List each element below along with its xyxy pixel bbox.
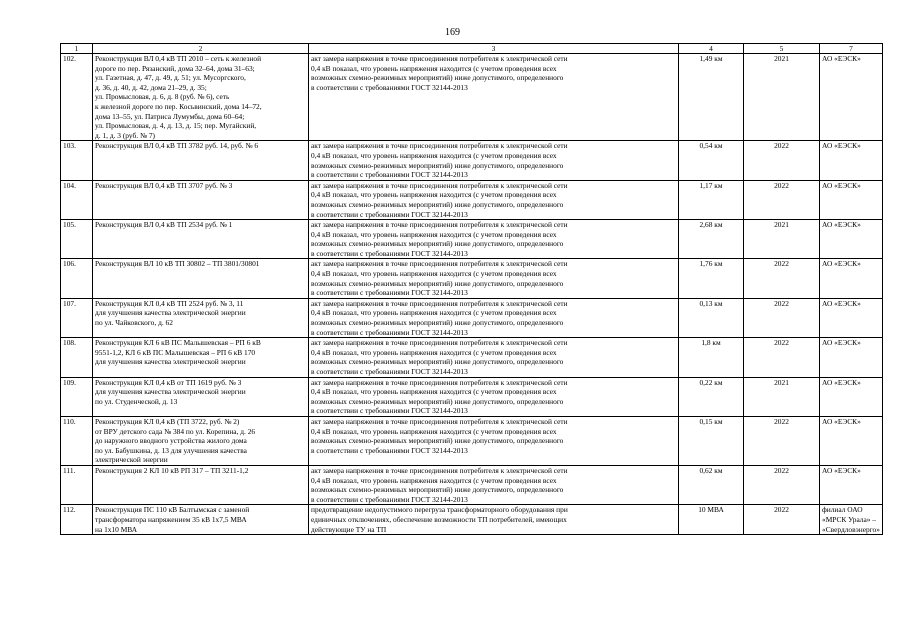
- table-row: [61, 416, 883, 465]
- row-number-cell: 104.: [61, 180, 93, 219]
- row-number-cell: 111.: [61, 465, 93, 504]
- project-name-cell: Реконструкция ПС 110 кВ Балтымская с заменой трансформатора напряжением 35 кВ 1х7,5 МВА на 1х10 МВА: [93, 505, 309, 535]
- column-header-5: 5: [744, 44, 820, 54]
- organization-cell: филиал ОАО «МРСК Урала» – «Свердловэнерго»: [820, 505, 883, 535]
- organization-cell: АО «ЕЭСК»: [820, 180, 883, 219]
- table-row: [61, 465, 883, 504]
- row-number-cell: 106.: [61, 259, 93, 298]
- year-cell: 2021: [744, 54, 820, 141]
- year-cell: 2022: [744, 338, 820, 377]
- column-header-4: 4: [679, 44, 744, 54]
- year-cell: 2022: [744, 465, 820, 504]
- capacity-cell: 1,17 км: [679, 180, 744, 219]
- justification-cell: акт замера напряжения в точке присоединения потребителя к электрической сети 0,4 кВ показал, что уровень напряжения находится (с учетом проведения всех возможных схемно-режимных мероприятий) ниже допустимого, определенного в соответствии с требованиями ГОСТ 32144-2013: [309, 465, 679, 504]
- organization-cell: АО «ЕЭСК»: [820, 338, 883, 377]
- justification-cell: акт замера напряжения в точке присоединения потребителя к электрической сети 0,4 кВ показал, что уровень напряжения находится (с учетом проведения всех возможных схемно-режимных мероприятий) ниже допустимого, определенного в соответствии с требованиями ГОСТ 32144-2013: [309, 54, 679, 141]
- row-number-cell: 110.: [61, 416, 93, 465]
- capacity-cell: 1,49 км: [679, 54, 744, 141]
- justification-cell: акт замера напряжения в точке присоединения потребителя к электрической сети 0,4 кВ показал, что уровень напряжения находится (с учетом проведения всех возможных схемно-режимных мероприятий) ниже допустимого, определенного в соответствии с требованиями ГОСТ 32144-2013: [309, 141, 679, 180]
- projects-table: [60, 43, 883, 535]
- project-name-cell: Реконструкция 2 КЛ 10 кВ РП 317 – ТП 3211-1,2: [93, 465, 309, 504]
- row-number-cell: 108.: [61, 338, 93, 377]
- row-number-cell: 112.: [61, 505, 93, 535]
- capacity-cell: 0,62 км: [679, 465, 744, 504]
- organization-cell: АО «ЕЭСК»: [820, 54, 883, 141]
- table-row: [61, 180, 883, 219]
- project-name-cell: Реконструкция ВЛ 0,4 кВ ТП 3707 руб. № 3: [93, 180, 309, 219]
- project-name-cell: Реконструкция КЛ 0,4 кВ ТП 2524 руб. № 3, 11 для улучшения качества электрической энергии по ул. Чайковского, д. 62: [93, 298, 309, 337]
- justification-cell: акт замера напряжения в точке присоединения потребителя к электрической сети 0,4 кВ показал, что уровень напряжения находится (с учетом проведения всех возможных схемно-режимных мероприятий) ниже допустимого, определенного в соответствии с требованиями ГОСТ 32144-2013: [309, 180, 679, 219]
- row-number-cell: 105.: [61, 220, 93, 259]
- page-number: 169: [445, 27, 460, 38]
- column-header-1: 1: [61, 44, 93, 54]
- table-header: [61, 44, 883, 54]
- table-row: [61, 54, 883, 141]
- row-number-cell: 103.: [61, 141, 93, 180]
- table-row: [61, 141, 883, 180]
- project-name-cell: Реконструкция ВЛ 0,4 кВ ТП 2534 руб. № 1: [93, 220, 309, 259]
- table-body: [61, 54, 883, 535]
- project-name-cell: Реконструкция КЛ 0,4 кВ от ТП 1619 руб. № 3 для улучшения качества электрической энергии по ул. Студенческой, д. 13: [93, 377, 309, 416]
- organization-cell: АО «ЕЭСК»: [820, 465, 883, 504]
- row-number-cell: 107.: [61, 298, 93, 337]
- capacity-cell: 0,13 км: [679, 298, 744, 337]
- capacity-cell: 0,54 км: [679, 141, 744, 180]
- capacity-cell: 1,8 км: [679, 338, 744, 377]
- organization-cell: АО «ЕЭСК»: [820, 220, 883, 259]
- year-cell: 2022: [744, 416, 820, 465]
- capacity-cell: 10 МВА: [679, 505, 744, 535]
- project-name-cell: Реконструкция КЛ 0,4 кВ (ТП 3722, руб. № 2) от ВРУ детского сада № 384 по ул. Корепина, д. 26 до наружного вводного устройства жилого дома по ул. Бабушкина, д. 13 для улучшения качества электрической энергии: [93, 416, 309, 465]
- year-cell: 2022: [744, 141, 820, 180]
- year-cell: 2021: [744, 377, 820, 416]
- header-row: [61, 44, 883, 54]
- justification-cell: предотвращение недопустимого перегруза трансформаторного оборудования при единичных отключениях, обеспечение возможности ТП потребителей, имеющих действующие ТУ на ТП: [309, 505, 679, 535]
- table-row: [61, 338, 883, 377]
- table-row: [61, 220, 883, 259]
- year-cell: 2021: [744, 220, 820, 259]
- project-name-cell: Реконструкция ВЛ 0,4 кВ ТП 3782 руб. 14, руб. № 6: [93, 141, 309, 180]
- organization-cell: АО «ЕЭСК»: [820, 259, 883, 298]
- table-row: [61, 505, 883, 535]
- justification-cell: акт замера напряжения в точке присоединения потребителя к электрической сети 0,4 кВ показал, что уровень напряжения находится (с учетом проведения всех возможных схемно-режимных мероприятий) ниже допустимого, определенного в соответствии с требованиями ГОСТ 32144-2013: [309, 338, 679, 377]
- column-header-2: 2: [93, 44, 309, 54]
- capacity-cell: 1,76 км: [679, 259, 744, 298]
- justification-cell: акт замера напряжения в точке присоединения потребителя к электрической сети 0,4 кВ показал, что уровень напряжения находится (с учетом проведения всех возможных схемно-режимных мероприятий) ниже допустимого, определенного в соответствии с требованиями ГОСТ 32144-2013: [309, 259, 679, 298]
- justification-cell: акт замера напряжения в точке присоединения потребителя к электрической сети 0,4 кВ показал, что уровень напряжения находится (с учетом проведения всех возможных схемно-режимных мероприятий) ниже допустимого, определенного в соответствии с требованиями ГОСТ 32144-2013: [309, 220, 679, 259]
- year-cell: 2022: [744, 259, 820, 298]
- capacity-cell: 0,22 км: [679, 377, 744, 416]
- column-header-3: 3: [309, 44, 679, 54]
- organization-cell: АО «ЕЭСК»: [820, 377, 883, 416]
- table-row: [61, 377, 883, 416]
- organization-cell: АО «ЕЭСК»: [820, 298, 883, 337]
- project-name-cell: Реконструкция КЛ 6 кВ ПС Малышевская – РП 6 кВ 9551-1,2, КЛ 6 кВ ПС Малышевская – РП 6 кВ 170 для улучшения качества электрической энергии: [93, 338, 309, 377]
- project-name-cell: Реконструкция ВЛ 0,4 кВ ТП 2010 – сеть к железной дороге по пер. Рязанский, дома 32–64, дома 31–63; ул. Газетная, д. 47, д. 49, д. 51; ул. Мусоргского, д. 36, д. 40, д. 42, дома 21–29, д. 35; ул. Промысловая, д. 6, д. 8 (руб. № 6), сеть к железной дороге по пер. Косьвинский, дома 14–72, дома 13–55, ул. Патриса Лумумбы, дома 60–64; ул. Промысловая, д. 4, д. 13, д. 15; пер. Мугайский, д. 1, д. 3 (руб. № 7): [93, 54, 309, 141]
- year-cell: 2022: [744, 180, 820, 219]
- justification-cell: акт замера напряжения в точке присоединения потребителя к электрической сети 0,4 кВ показал, что уровень напряжения находится (с учетом проведения всех возможных схемно-режимных мероприятий) ниже допустимого, определенного в соответствии с требованиями ГОСТ 32144-2013: [309, 377, 679, 416]
- project-name-cell: Реконструкция ВЛ 10 кВ ТП 30802 – ТП 3801/30801: [93, 259, 309, 298]
- column-header-7: 7: [820, 44, 883, 54]
- year-cell: 2022: [744, 298, 820, 337]
- capacity-cell: 2,68 км: [679, 220, 744, 259]
- table-row: [61, 259, 883, 298]
- year-cell: 2022: [744, 505, 820, 535]
- row-number-cell: 102.: [61, 54, 93, 141]
- table-row: [61, 298, 883, 337]
- capacity-cell: 0,15 км: [679, 416, 744, 465]
- organization-cell: АО «ЕЭСК»: [820, 416, 883, 465]
- justification-cell: акт замера напряжения в точке присоединения потребителя к электрической сети 0,4 кВ показал, что уровень напряжения находится (с учетом проведения всех возможных схемно-режимных мероприятий) ниже допустимого, определенного в соответствии с требованиями ГОСТ 32144-2013: [309, 416, 679, 465]
- organization-cell: АО «ЕЭСК»: [820, 141, 883, 180]
- row-number-cell: 109.: [61, 377, 93, 416]
- justification-cell: акт замера напряжения в точке присоединения потребителя к электрической сети 0,4 кВ показал, что уровень напряжения находится (с учетом проведения всех возможных схемно-режимных мероприятий) ниже допустимого, определенного в соответствии с требованиями ГОСТ 32144-2013: [309, 298, 679, 337]
